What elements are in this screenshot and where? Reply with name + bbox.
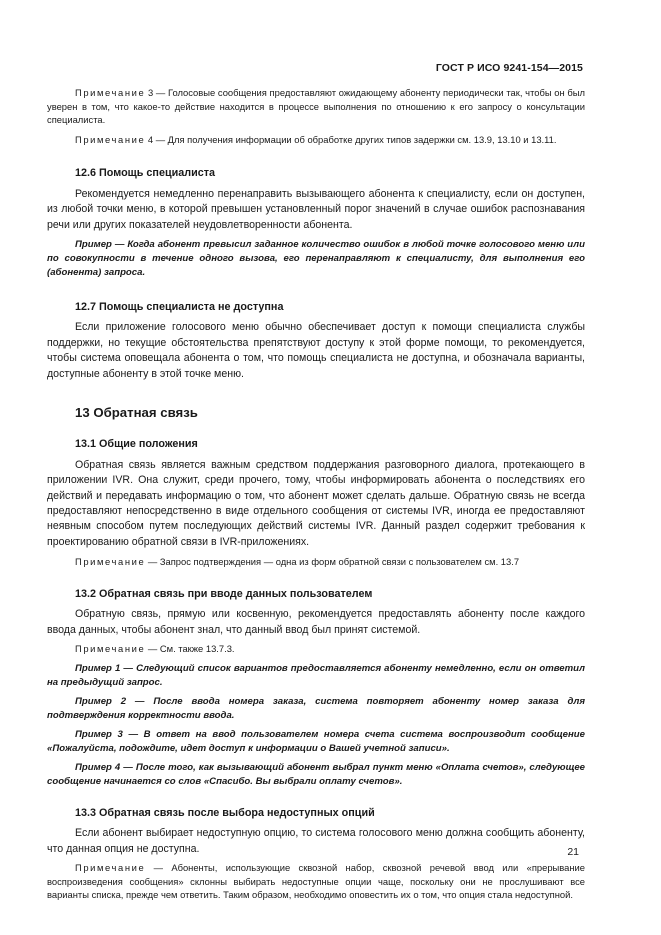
note-13-1: Примечание — Запрос подтверждения — одна из форм обратной связи с пользователем см. 13.7 — [75, 556, 520, 568]
heading-13-3: 13.3 Обратная связь после выбора недоступных опций — [75, 806, 375, 819]
heading-12-6: 12.6 Помощь специалиста — [75, 167, 216, 180]
example-2: Пример 2 — После ввода номера заказа, система повторяет абоненту номер заказа для подтверждения корректности ввода. — [47, 695, 585, 721]
paragraph-13-3: Если абонент выбирает недоступную опцию, то система голосового меню должна сообщить абоненту, что данная опция не доступна. — [47, 827, 585, 855]
note-3: Примечание 3 — Голосовые сообщения предоставляют ожидающему абоненту периодически так, чтобы он был уверен в том, что какое-то действие находится в процессе выполнения по отношению к его запросу о консультации специалиста. — [47, 87, 585, 126]
note-13-2: Примечание — См. также 13.7.3. — [75, 643, 235, 655]
heading-13: 13 Обратная связь — [75, 405, 198, 421]
note-4: Примечание 4 — Для получения информации об обработке других типов задержки см. 13.9, 13.10 и 13.11. — [75, 133, 557, 145]
paragraph-12-7: Если приложение голосового меню обычно обеспечивает доступ к помощи специалиста службы поддержки, но текущие обстоятельства препятствуют доступу к этой форме помощи, то рекомендуется, чтобы система оповещала абонента о том, что помощь специалиста не доступна, и обозначала варианты, доступные абоненту в этой точке меню. — [47, 321, 585, 380]
paragraph-12-6: Рекомендуется немедленно перенаправить вызывающего абонента к специалисту, если он доступен, из любой точки меню, в которой превышен установленный порог значений в случае ошибок распознавания речи или других показателей неудовлетворенности абонента. — [47, 187, 585, 231]
example-3: Пример 3 — В ответ на ввод пользователем номера счета система воспроизводит сообщение «Пожалуйста, подождите, идет доступ к информации о Вашей учетной записи». — [47, 728, 585, 754]
page-number: 21 — [567, 846, 579, 858]
paragraph-13-1: Обратная связь является важным средством поддержания разговорного диалога, протекающего в приложении IVR. Она служит, среди прочего, тому, чтобы информировать абонента о последствиях его действий и передавать информацию о том, что абонент может сделать дальше. Обратную связь не всегда предоставляют непосредственно в виде отдельного сообщения от системы IVR, иногда ее предоставляют неявным способом путем последующих действий системы IVR. Данный раздел содержит требования к проектированию обратной связи в IVR-приложениях. — [47, 458, 585, 548]
example-4: Пример 4 — После того, как вызывающий абонент выбрал пункт меню «Оплата счетов», следующее сообщение начинается со слов «Спасибо. Вы выбрали оплату счетов». — [47, 761, 585, 787]
heading-13-2: 13.2 Обратная связь при вводе данных пользователем — [75, 587, 373, 600]
heading-13-1: 13.1 Общие положения — [75, 438, 198, 451]
document-header: ГОСТ Р ИСО 9241-154—2015 — [435, 62, 583, 74]
example-12-6: Пример — Когда абонент превысил заданное количество ошибок в любой точке голосового меню или по совокупности в течение одного вызова, его перенаправляют к специалисту, для выполнения его (абонента) запроса. — [47, 239, 585, 278]
page-content — [47, 86, 585, 902]
paragraph-13-2: Обратную связь, прямую или косвенную, рекомендуется предоставлять абоненту после каждого ввода данных, чтобы абонент знал, что данный ввод был принят системой. — [47, 608, 585, 636]
note-13-3: Примечание — Абоненты, использующие сквозной набор, сквозной речевой ввод или «прерывание воспроизведения сообщения» склонны выбирать недоступные опции чаще, поскольку они не прослушивают все варианты списка, прежде чем ответить. Таким образом, необходимо оповестить их о том, что опция стала недоступной. — [47, 861, 585, 901]
heading-12-7: 12.7 Помощь специалиста не доступна — [75, 301, 284, 313]
example-1: Пример 1 — Следующий список вариантов предоставляется абоненту немедленно, если он ответил на предыдущий запрос. — [47, 662, 585, 688]
